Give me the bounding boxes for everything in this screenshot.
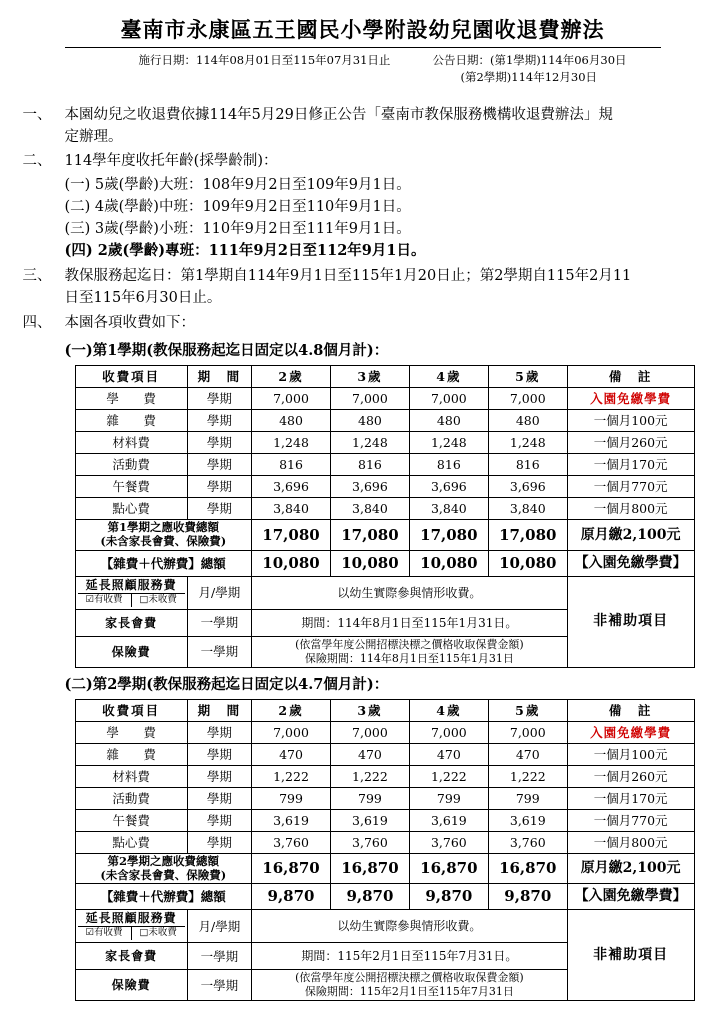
row-age3: 3,696 <box>330 476 409 498</box>
header-period: 期 間 <box>187 366 251 388</box>
total-label-line1: 第2學期之應收費總額 <box>107 853 220 868</box>
sum-label: 【雜費＋代辦費】總額 <box>75 550 252 576</box>
sum-age2: 9,870 <box>252 884 331 910</box>
sum-note: 【入園免繳學費】 <box>567 884 694 910</box>
publish-date-semester2: (第2學期)114年12月30日 <box>460 70 598 84</box>
total-age2: 16,870 <box>252 853 331 884</box>
insurance-label: 保險費 <box>75 970 187 1001</box>
table-row <box>75 721 694 743</box>
row-age3: 1,248 <box>330 432 409 454</box>
row-age3: 7,000 <box>330 721 409 743</box>
extended-care-text: 以幼生實際參與情形收費。 <box>252 910 568 943</box>
clause-2-item-3: (三) 3歲(學齡)小班：110年9月2日至111年9月1日。 <box>64 221 411 238</box>
row-age5: 3,760 <box>488 831 567 853</box>
extended-care-text: 以幼生實際參與情形收費。 <box>252 576 568 609</box>
checkbox-charge-yes[interactable]: ☑有收費 <box>85 927 123 939</box>
sum-label: 【雜費＋代辦費】總額 <box>75 884 252 910</box>
row-period: 學期 <box>187 454 251 476</box>
extended-care-period: 月/學期 <box>187 910 251 943</box>
row-age5: 816 <box>488 454 567 476</box>
clause-3-text <box>65 265 703 309</box>
row-age2: 1,222 <box>252 765 331 787</box>
row-note: 一個月170元 <box>567 454 694 476</box>
sum-age5: 9,870 <box>488 884 567 910</box>
clause-3-number: 三、 <box>22 268 52 285</box>
clause-4 <box>23 312 703 334</box>
row-note: 一個月800元 <box>567 831 694 853</box>
row-age4: 3,840 <box>409 498 488 520</box>
table-row <box>75 454 694 476</box>
row-period: 學期 <box>187 721 251 743</box>
row-note: 一個月170元 <box>567 787 694 809</box>
row-age4: 480 <box>409 410 488 432</box>
row-period: 學期 <box>187 410 251 432</box>
clause-3 <box>23 265 703 309</box>
row-note: 入園免繳學費 <box>567 388 694 410</box>
sum-age2: 10,080 <box>252 550 331 576</box>
semester1-fee-table <box>75 365 695 667</box>
sum-age4: 10,080 <box>409 550 488 576</box>
semester2-fee-table <box>75 699 695 1001</box>
insurance-period: 一學期 <box>187 970 251 1001</box>
row-age4: 1,222 <box>409 765 488 787</box>
header-age5: 5歲 <box>488 366 567 388</box>
total-label-line2: (未含家長會費、保險費) <box>100 867 227 882</box>
row-age5: 3,619 <box>488 809 567 831</box>
header-age2: 2歲 <box>252 699 331 721</box>
row-age3: 7,000 <box>330 388 409 410</box>
table-row <box>75 787 694 809</box>
row-age3: 1,222 <box>330 765 409 787</box>
clause-1 <box>23 104 703 148</box>
row-period: 學期 <box>187 498 251 520</box>
row-age4: 3,696 <box>409 476 488 498</box>
table-row <box>75 476 694 498</box>
insurance-text-line1: (依當學年度公開招標決標之價格收取保費金額) <box>295 971 524 985</box>
document-body <box>23 104 703 1001</box>
checkbox-charge-yes[interactable]: ☑有收費 <box>85 593 123 605</box>
header-note: 備 註 <box>567 366 694 388</box>
row-age2: 3,619 <box>252 809 331 831</box>
page-title: 臺南市永康區五王國民小學附設幼兒園收退費辦法 <box>120 17 605 42</box>
insurance-period: 一學期 <box>187 636 251 667</box>
semester1-heading: (一)第1學期(教保服務起迄日固定以4.8個月計)： <box>64 342 389 360</box>
table-row <box>75 388 694 410</box>
row-age5: 7,000 <box>488 721 567 743</box>
row-age2: 3,760 <box>252 831 331 853</box>
parent-fee-text: 期間：115年2月1日至115年7月31日。 <box>252 943 568 970</box>
extended-care-label: 延長照顧服務費 <box>85 577 177 592</box>
clause-4-text: 本園各項收費如下： <box>64 315 195 332</box>
table-header-row <box>75 366 694 388</box>
table-row <box>75 410 694 432</box>
sum-note: 【入園免繳學費】 <box>567 550 694 576</box>
row-item: 點心費 <box>75 498 187 520</box>
table-row <box>75 765 694 787</box>
non-subsidy-label: 非補助項目 <box>567 910 694 1001</box>
clause-2-line1: 114學年度收托年齡(採學齡制)： <box>64 153 278 170</box>
row-age3: 3,840 <box>330 498 409 520</box>
header-age5: 5歲 <box>488 699 567 721</box>
clause-1-line2: 定辦理。 <box>64 129 123 146</box>
total-age4: 17,080 <box>409 520 488 551</box>
clause-3-line2: 日至115年6月30日止。 <box>64 290 222 307</box>
clause-1-number: 一、 <box>22 107 52 123</box>
extended-care-checkboxes <box>78 926 185 940</box>
sum-age4: 9,870 <box>409 884 488 910</box>
row-item: 學 費 <box>75 721 187 743</box>
header-item: 收費項目 <box>75 699 187 721</box>
total-row <box>75 853 694 884</box>
checkbox-charge-no[interactable]: □未收費 <box>131 594 185 607</box>
row-age2: 816 <box>252 454 331 476</box>
row-period: 學期 <box>187 831 251 853</box>
row-age5: 7,000 <box>488 388 567 410</box>
insurance-label: 保險費 <box>75 636 187 667</box>
total-label <box>75 853 252 884</box>
header-item: 收費項目 <box>75 366 187 388</box>
row-note: 一個月800元 <box>567 498 694 520</box>
extended-care-label: 延長照顧服務費 <box>85 911 177 926</box>
row-age4: 3,760 <box>409 831 488 853</box>
parent-fee-label: 家長會費 <box>75 609 187 636</box>
row-age2: 470 <box>252 743 331 765</box>
document-dates <box>43 52 683 98</box>
title-underline <box>65 46 661 48</box>
extended-care-row <box>75 576 694 609</box>
publish-date-semester1: 公告日期：(第1學期)114年06月30日 <box>432 53 627 67</box>
clause-2-item-1: (一) 5歲(學齡)大班：108年9月2日至109年9月1日。 <box>64 177 411 194</box>
insurance-text-line2: 保險期間：114年8月1日至115年1月31日 <box>304 651 514 665</box>
row-age5: 799 <box>488 787 567 809</box>
header-age4: 4歲 <box>409 366 488 388</box>
header-age4: 4歲 <box>409 699 488 721</box>
row-note: 一個月770元 <box>567 476 694 498</box>
clause-2-number: 二、 <box>22 153 52 170</box>
total-age5: 16,870 <box>488 853 567 884</box>
total-note: 原月繳2,100元 <box>567 520 694 551</box>
total-age4: 16,870 <box>409 853 488 884</box>
header-age3: 3歲 <box>330 699 409 721</box>
extended-care-row <box>75 910 694 943</box>
header-age2: 2歲 <box>252 366 331 388</box>
row-period: 學期 <box>187 787 251 809</box>
total-note: 原月繳2,100元 <box>567 853 694 884</box>
clause-2 <box>23 150 703 172</box>
table-row <box>75 743 694 765</box>
header-age3: 3歲 <box>330 366 409 388</box>
row-note: 一個月100元 <box>567 410 694 432</box>
row-age3: 470 <box>330 743 409 765</box>
row-age5: 470 <box>488 743 567 765</box>
table-row <box>75 831 694 853</box>
extended-care-label-cell <box>75 910 187 943</box>
row-age3: 480 <box>330 410 409 432</box>
insurance-text <box>252 636 568 667</box>
table-row <box>75 498 694 520</box>
clause-3-line1: 教保服務起迄日：第1學期自114年9月1日至115年1月20日止；第2學期自115年2月11 <box>64 268 632 285</box>
row-age5: 3,840 <box>488 498 567 520</box>
document-page <box>0 14 725 1009</box>
sum-row <box>75 550 694 576</box>
row-age2: 3,696 <box>252 476 331 498</box>
header-note: 備 註 <box>567 699 694 721</box>
table-row <box>75 809 694 831</box>
total-age3: 16,870 <box>330 853 409 884</box>
row-item: 午餐費 <box>75 809 187 831</box>
row-note: 入園免繳學費 <box>567 721 694 743</box>
total-label-line2: (未含家長會費、保險費) <box>100 534 227 549</box>
row-age3: 799 <box>330 787 409 809</box>
row-age4: 470 <box>409 743 488 765</box>
total-age3: 17,080 <box>330 520 409 551</box>
row-age4: 7,000 <box>409 721 488 743</box>
row-age5: 1,248 <box>488 432 567 454</box>
row-period: 學期 <box>187 388 251 410</box>
total-age2: 17,080 <box>252 520 331 551</box>
parent-fee-period: 一學期 <box>187 609 251 636</box>
clause-2-item-2: (二) 4歲(學齡)中班：109年9月2日至110年9月1日。 <box>64 199 411 216</box>
row-note: 一個月100元 <box>567 743 694 765</box>
checkbox-charge-no[interactable]: □未收費 <box>131 927 185 940</box>
extended-care-checkboxes <box>78 593 185 607</box>
sum-row <box>75 884 694 910</box>
row-item: 活動費 <box>75 787 187 809</box>
row-age5: 1,222 <box>488 765 567 787</box>
insurance-text <box>252 970 568 1001</box>
row-age4: 816 <box>409 454 488 476</box>
table-row <box>75 432 694 454</box>
row-age2: 1,248 <box>252 432 331 454</box>
row-age5: 480 <box>488 410 567 432</box>
parent-fee-label: 家長會費 <box>75 943 187 970</box>
row-age3: 3,760 <box>330 831 409 853</box>
sum-age3: 10,080 <box>330 550 409 576</box>
row-item: 午餐費 <box>75 476 187 498</box>
extended-care-label-cell <box>75 576 187 609</box>
row-period: 學期 <box>187 432 251 454</box>
row-period: 學期 <box>187 743 251 765</box>
non-subsidy-label: 非補助項目 <box>567 576 694 667</box>
row-age5: 3,696 <box>488 476 567 498</box>
row-age4: 3,619 <box>409 809 488 831</box>
clause-4-number: 四、 <box>22 315 52 332</box>
sum-age3: 9,870 <box>330 884 409 910</box>
parent-fee-period: 一學期 <box>187 943 251 970</box>
row-item: 點心費 <box>75 831 187 853</box>
row-age4: 7,000 <box>409 388 488 410</box>
total-age5: 17,080 <box>488 520 567 551</box>
parent-fee-text: 期間：114年8月1日至115年1月31日。 <box>252 609 568 636</box>
row-item: 活動費 <box>75 454 187 476</box>
insurance-text-line1: (依當學年度公開招標決標之價格收取保費金額) <box>295 637 524 651</box>
total-label <box>75 520 252 551</box>
row-age2: 7,000 <box>252 721 331 743</box>
row-period: 學期 <box>187 809 251 831</box>
row-note: 一個月770元 <box>567 809 694 831</box>
row-item: 材料費 <box>75 765 187 787</box>
row-item: 材料費 <box>75 432 187 454</box>
row-age2: 799 <box>252 787 331 809</box>
row-period: 學期 <box>187 476 251 498</box>
row-age4: 1,248 <box>409 432 488 454</box>
sum-age5: 10,080 <box>488 550 567 576</box>
header-period: 期 間 <box>187 699 251 721</box>
clause-2-text <box>65 150 703 172</box>
clause-1-text <box>65 104 703 148</box>
row-age2: 7,000 <box>252 388 331 410</box>
row-age2: 3,840 <box>252 498 331 520</box>
row-age2: 480 <box>252 410 331 432</box>
clause-2-item-4: (四) 2歲(學齡)專班：111年9月2日至112年9月1日。 <box>64 242 426 260</box>
clause-1-line1: 本園幼兒之收退費依據114年5月29日修正公告「臺南市教保服務機構收退費辦法」規 <box>64 107 613 123</box>
semester2-heading: (二)第2學期(教保服務起迄日固定以4.7個月計)： <box>64 675 389 693</box>
row-age4: 799 <box>409 787 488 809</box>
total-row <box>75 520 694 551</box>
row-item: 雜 費 <box>75 743 187 765</box>
row-note: 一個月260元 <box>567 765 694 787</box>
insurance-text-line2: 保險期間：115年2月1日至115年7月31日 <box>304 985 514 999</box>
table-header-row <box>75 699 694 721</box>
row-period: 學期 <box>187 765 251 787</box>
extended-care-period: 月/學期 <box>187 576 251 609</box>
row-item: 雜 費 <box>75 410 187 432</box>
total-label-line1: 第1學期之應收費總額 <box>107 520 220 535</box>
effective-date: 施行日期：114年08月01日至115年07月31日止 <box>138 53 391 67</box>
row-item: 學 費 <box>75 388 187 410</box>
row-note: 一個月260元 <box>567 432 694 454</box>
row-age3: 816 <box>330 454 409 476</box>
row-age3: 3,619 <box>330 809 409 831</box>
